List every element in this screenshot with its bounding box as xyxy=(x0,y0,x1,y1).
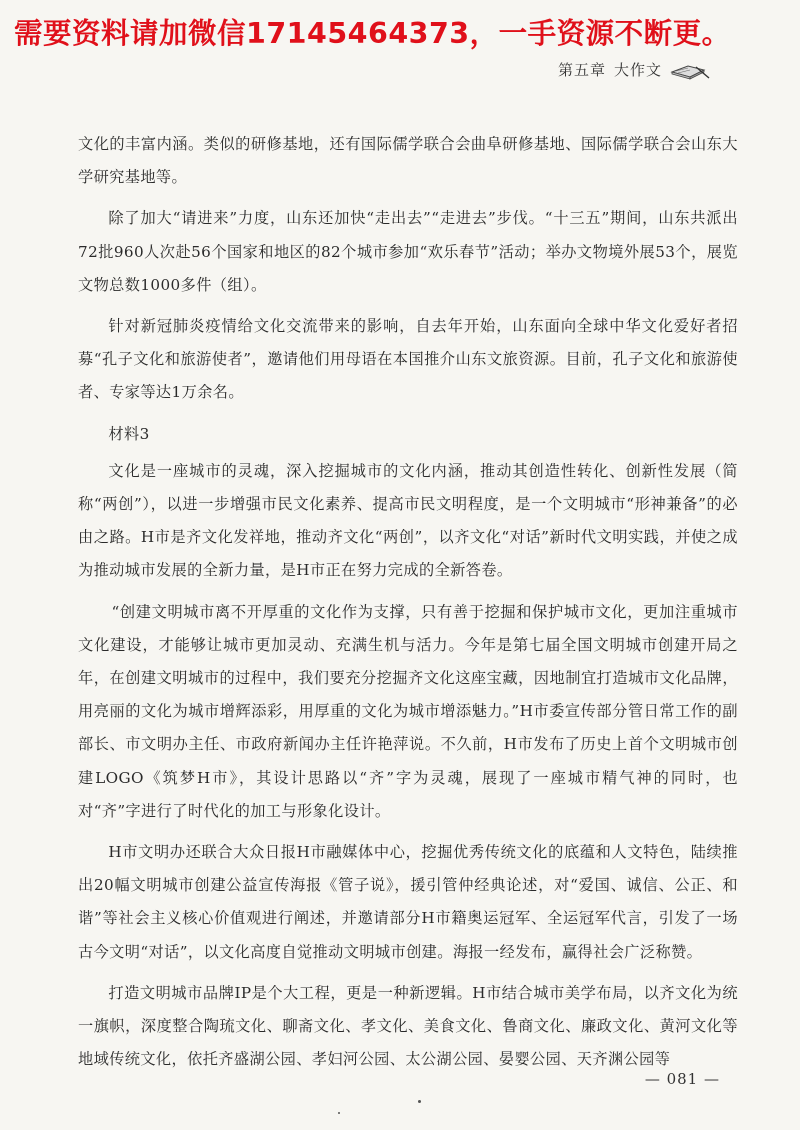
book-pen-icon xyxy=(670,58,710,80)
paragraph: 文化的丰富内涵。类似的研修基地，还有国际儒学联合会曲阜研修基地、国际儒学联合会山东大学研究基地等。 xyxy=(78,135,738,187)
page-number: — 081 — xyxy=(644,1070,720,1088)
paragraph: H市文明办还联合大众日报H市融媒体中心，挖掘优秀传统文化的底蕴和人文特色，陆续推出20幅文明城市创建公益宣传海报《管子说》，援引管仲经典论述，对“爱国、诚信、公正、和谐”等社会主义核心价值观进行阐述，并邀请部分H市籍奥运冠军、全运冠军代言，引发了一场古今文明“对话”，以文化高度自觉推动文明城市创建。海报一经发布，赢得社会广泛称赞。 xyxy=(78,843,738,961)
scan-speck xyxy=(338,1112,340,1114)
article-body xyxy=(78,128,738,1084)
chapter-label: 第五章 xyxy=(557,60,606,79)
paragraph: “创建文明城市离不开厚重的文化作为支撑，只有善于挖掘和保护城市文化，更加注重城市文化建设，才能够让城市更加灵动、充满生机与活力。今年是第七届全国文明城市创建开局之年，在创建文明城市的过程中，我们要充分挖掘齐文化这座宝藏，因地制宜打造城市文化品牌，用亮丽的文化为城市增辉添彩，用厚重的文化为城市增添魅力。”H市委宣传部分管日常工作的副部长、市文明办主任、市政府新闻办主任许艳萍说。不久前，H市发布了历史上首个文明城市创建LOGO《筑梦H市》，其设计思路以“齐”字为灵魂，展现了一座城市精气神的同时，也对“齐”字进行了时代化的加工与形象化设计。 xyxy=(78,602,738,820)
paragraph: 除了加大“请进来”力度，山东还加快“走出去”“走进去”步伐。“十三五”期间，山东共派出72批960人次赴56个国家和地区的82个城市参加“欢乐春节”活动；举办文物境外展53个，展览文物总数1000多件（组）。 xyxy=(78,209,738,294)
material-heading: 材料3 xyxy=(108,424,150,443)
paragraph: 打造文明城市品牌IP是个大工程，更是一种新逻辑。H市结合城市美学布局，以齐文化为统一旗帜，深度整合陶琉文化、聊斋文化、孝文化、美食文化、鲁商文化、廉政文化、黄河文化等地域传统文化，依托齐盛湖公园、孝妇河公园、太公湖公园、晏婴公园、天齐渊公园等 xyxy=(78,983,738,1069)
watermark-banner: 需要资料请加微信17145464373，一手资源不断更。 xyxy=(14,17,731,50)
scan-speck xyxy=(418,1100,421,1103)
paragraph: 文化是一座城市的灵魂，深入挖掘城市的文化内涵，推动其创造性转化、创新性发展（简称“两创”），以进一步增强市民文化素养、提高市民文明程度，是一个文明城市“形神兼备”的必由之路。H市是齐文化发祥地，推动齐文化“两创”，以齐文化“对话”新时代文明实践，并使之成为推动城市发展的全新力量，是H市正在努力完成的全新答卷。 xyxy=(78,461,738,580)
paragraph: 针对新冠肺炎疫情给文化交流带来的影响，自去年开始，山东面向全球中华文化爱好者招募“孔子文化和旅游使者”，邀请他们用母语在本国推介山东文旅资源。目前，孔子文化和旅游使者、专家等达1万余名。 xyxy=(78,317,738,402)
section-title: 大作文 xyxy=(613,60,662,79)
running-header xyxy=(558,58,710,80)
